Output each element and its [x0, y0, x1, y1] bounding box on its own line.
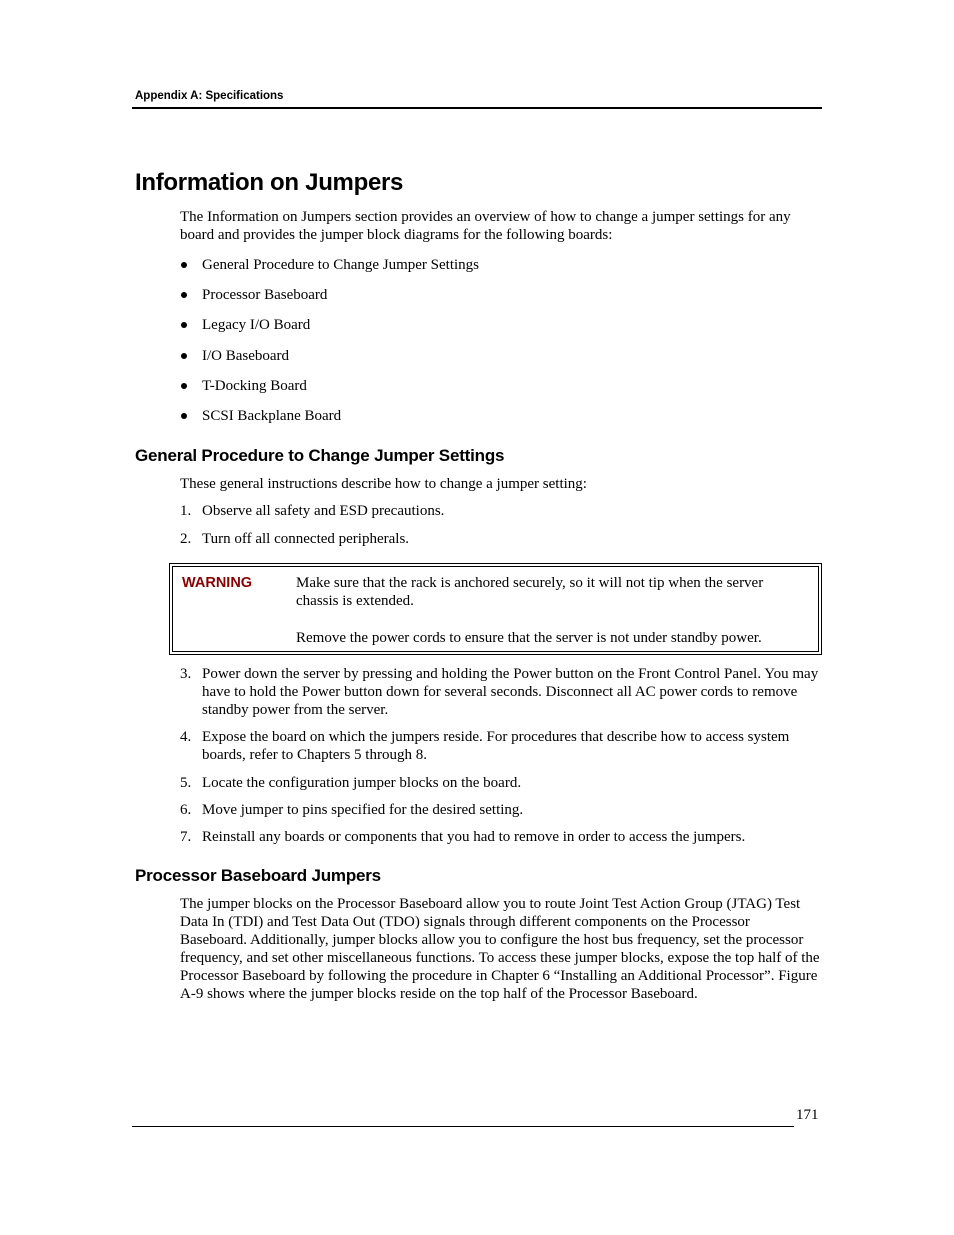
header-rule [132, 107, 822, 109]
list-item: I/O Baseboard [180, 347, 820, 377]
bullet-icon [181, 353, 187, 359]
section-heading-processor-baseboard-jumpers: Processor Baseboard Jumpers [135, 866, 381, 885]
processor-baseboard-paragraph: The jumper blocks on the Processor Baseboard allow you to route Joint Test Action Group (JTAG) Test Data In (TDI) and Test Data Out (TDO) signals through different components on the Processor Baseboard. Additionally, jumper blocks allow you to configure the host bus frequency, set the processor frequency, and set other miscellaneous functions. To access these jumper blocks, expose the top half of the Processor Baseboard by following the procedure in Chapter 6 “Installing an Additional Processor”. Figure A-9 shows where the jumper blocks reside on the top half of the Processor Baseboard. [180, 896, 820, 1002]
page-title: Information on Jumpers [135, 169, 404, 196]
list-item: Legacy I/O Board [180, 316, 820, 346]
bullet-icon [181, 292, 187, 298]
steps-list-before-warning [180, 502, 820, 558]
list-item: SCSI Backplane Board [180, 407, 820, 437]
running-header: Appendix A: Specifications [135, 90, 284, 102]
list-item: 5. Locate the configuration jumper blocks on the board. [180, 775, 522, 791]
warning-box [172, 566, 819, 652]
warning-text: Remove the power cords to ensure that the server is not under standby power. [296, 630, 762, 646]
list-item: 3. Power down the server by pressing and holding the Power button on the Front Control Panel. You may have to hold the Power button down for several seconds. Disconnect all AC power cords to remove standby power from the server. [180, 666, 819, 718]
board-list [180, 256, 820, 437]
list-item: 2. Turn off all connected peripherals. [180, 531, 410, 547]
warning-label: WARNING [182, 575, 253, 591]
list-item: 1. Observe all safety and ESD precautions. [180, 503, 445, 519]
bullet-icon [181, 413, 187, 419]
list-item: 4. Expose the board on which the jumpers reside. For procedures that describe how to access system boards, refer to Chapters 5 through 8. [180, 729, 790, 763]
list-item: T-Docking Board [180, 377, 820, 407]
bullet-icon [181, 262, 187, 268]
intro-paragraph: The Information on Jumpers section provides an overview of how to change a jumper settings for any board and provides the jumper block diagrams for the following boards: [180, 209, 791, 243]
list-item: 6. Move jumper to pins specified for the desired setting. [180, 802, 524, 818]
footer-rule [132, 1126, 794, 1127]
procedure-intro: These general instructions describe how to change a jumper setting: [180, 476, 587, 492]
steps-list-after-warning [180, 665, 820, 855]
page-number: 171 [796, 1107, 819, 1123]
section-heading-general-procedure: General Procedure to Change Jumper Settings [135, 446, 505, 465]
list-item: General Procedure to Change Jumper Settings [180, 256, 820, 286]
bullet-icon [181, 322, 187, 328]
list-item: 7. Reinstall any boards or components that you had to remove in order to access the jumpers. [180, 829, 746, 845]
bullet-icon [181, 383, 187, 389]
list-item: Processor Baseboard [180, 286, 820, 316]
warning-text: Make sure that the rack is anchored securely, so it will not tip when the server chassis is extended. [296, 575, 764, 609]
